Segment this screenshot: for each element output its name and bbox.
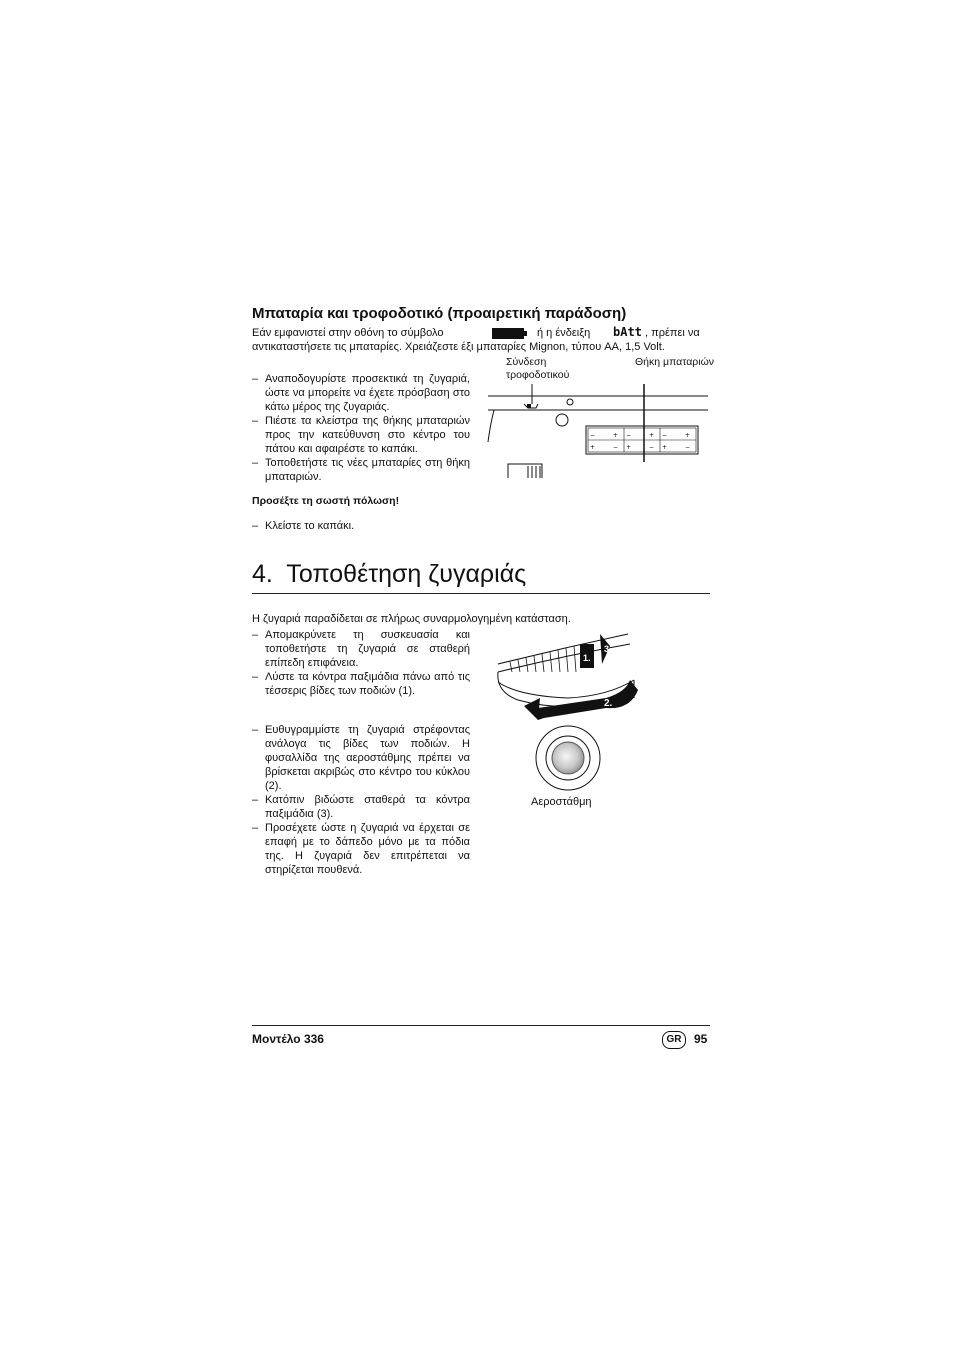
footer-model: Μοντέλο 336 — [252, 1032, 324, 1046]
svg-text:+: + — [626, 444, 632, 451]
chapter-intro: Η ζυγαριά παραδίδεται σε πλήρως συναρμολογημένη κατάσταση. — [252, 613, 571, 625]
list-item: – Λύστε τα κόντρα παξιμάδια πάνω από τις τέσσερις βίδες των ποδιών (1). — [252, 670, 470, 698]
intro-before-symbol: Εάν εμφανιστεί στην οθόνη το σύμβολο — [252, 327, 444, 339]
svg-text:−: − — [685, 444, 691, 451]
battery-compartment-icon — [484, 380, 708, 480]
intro-between: ή η ένδειξη — [537, 327, 591, 339]
svg-text:−: − — [613, 444, 619, 451]
svg-text:+: + — [590, 444, 596, 451]
chapter-steps-b — [252, 723, 470, 877]
svg-text:−: − — [649, 444, 655, 451]
step1-label: 1. — [583, 653, 591, 663]
spirit-level-label: Αεροστάθμη — [531, 796, 592, 808]
foot-screw-icon — [488, 628, 642, 724]
chapter-steps-a — [252, 628, 470, 698]
list-item: – Κατόπιν βιδώστε σταθερά τα κόντρα παξιμάδια (3). — [252, 793, 470, 821]
svg-text:+: + — [649, 432, 655, 439]
batt-display: bAtt — [613, 325, 642, 339]
svg-text:+: + — [685, 432, 691, 439]
list-item: – Αναποδογυρίστε προσεκτικά τη ζυγαριά, ώστε να μπορείτε να έχετε πρόσβαση στο κάτω μέρος της ζυγαριάς. — [252, 372, 470, 414]
list-item: – Κλείστε το καπάκι. — [252, 519, 470, 533]
battery-intro-line1 — [252, 326, 712, 340]
list-item: – Τοποθετήστε τις νέες μπαταρίες στη θήκη μπαταριών. — [252, 456, 470, 484]
svg-text:−: − — [590, 432, 596, 439]
list-item: – Πιέστε τα κλείστρα της θήκης μπαταριών προς την κατεύθυνση στο κέντρο του πάτου και αφαιρέστε το καπάκι. — [252, 414, 470, 456]
list-item: – Απομακρύνετε τη συσκευασία και τοποθετήστε τη ζυγαριά σε σταθερή επίπεδη επιφάνεια. — [252, 628, 470, 670]
step2-label: 2. — [604, 698, 613, 709]
list-item: – Ευθυγραμμίστε τη ζυγαριά στρέφοντας ανάλογα τις βίδες των ποδιών. Η φυσαλλίδα της αεροστάθμης πρέπει να βρίσκεται ακριβώς στο κέντρο του κύκλου (2). — [252, 723, 470, 793]
chapter-title: 4. Τοποθέτηση ζυγαριάς — [252, 560, 527, 588]
label-power-connection: Σύνδεση τροφοδοτικού — [506, 356, 570, 381]
step3-label: 3. — [604, 644, 612, 654]
polarity-note: Προσέξτε τη σωστή πόλωση! — [252, 495, 400, 507]
page-number: 95 — [694, 1032, 708, 1046]
battery-intro-line2: αντικαταστήσετε τις μπαταρίες. Χρειάζεστε έξι μπαταρίες Mignon, τύπου AA, 1,5 Volt. — [252, 341, 665, 353]
title-rule — [252, 593, 710, 594]
label-battery-compartment: Θήκη μπαταριών — [635, 356, 715, 368]
spirit-level-icon — [534, 724, 604, 794]
list-item: – Προσέχετε ώστε η ζυγαριά να έρχεται σε επαφή με το δάπεδο μόνο με τα πόδια της. Η ζυγαριά δεν επιτρέπεται να στηρίζεται πουθενά. — [252, 821, 470, 877]
svg-text:+: + — [613, 432, 619, 439]
country-badge: GR — [662, 1031, 686, 1049]
battery-heading: Μπαταρία και τροφοδοτικό (προαιρετική παράδοση) — [252, 305, 627, 322]
battery-final-step — [252, 519, 470, 533]
battery-steps — [252, 372, 470, 484]
footer-rule — [252, 1025, 710, 1026]
intro-after: , πρέπει να — [645, 327, 700, 339]
svg-text:−: − — [626, 432, 632, 439]
svg-text:+: + — [662, 444, 668, 451]
svg-text:−: − — [662, 432, 668, 439]
